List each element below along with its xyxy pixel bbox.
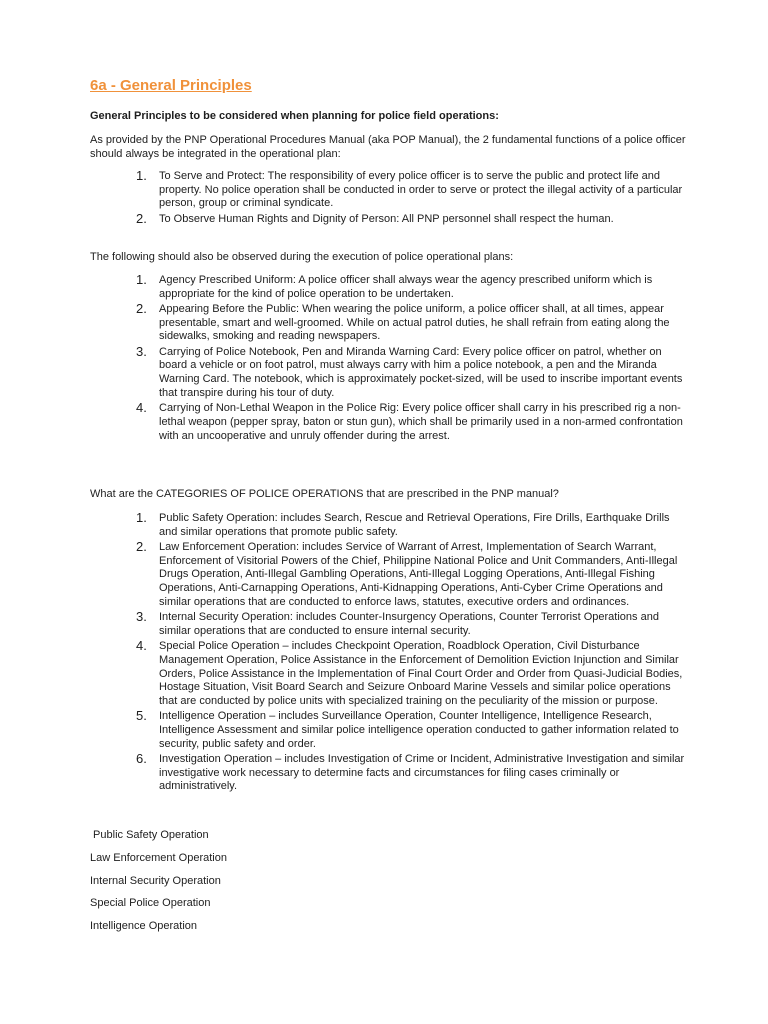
categories-list <box>90 512 690 796</box>
page-title: 6a - General Principles <box>90 77 252 94</box>
list-item: 3. Carrying of Police Notebook, Pen and Miranda Warning Card: Every police officer on patrol, whether on board a vehicle or on foot patrol, must always carry with him a police notebook, a pen and the Miranda Warning Card. The notebook, which is approximately pocket-sized, will be used to inscribe important events that transpire during his tour of duty. <box>136 343 683 399</box>
list-item: 5. Intelligence Operation – includes Surveillance Operation, Counter Intelligence, Intelligence Research, Intelligence Assessment and similar police intelligence operation conducted to gather information related to security, public safety and order. <box>136 708 679 750</box>
functions-list <box>90 170 690 228</box>
list-item: 1. To Serve and Protect: The responsibility of every police officer is to serve the public and protect life and property. No police operation shall be conducted in order to serve or protect the illegal activity of a particular person, group or criminal syndicate. <box>136 168 683 210</box>
list-item: 2. Law Enforcement Operation: includes Service of Warrant of Arrest, Implementation of Search Warrant, Enforcement of Visitorial Powers of the Chief, Philippine National Police and Unit Commanders, Anti-Illegal Drugs Operation, Anti-Illegal Gambling Operations, Anti-Illegal Logging Operations, Anti-Illegal Fishing Operations, Anti-Carnapping Operations, Anti-Kidnapping Operations, Anti-Cyber Crime Operations and similar operations that are conducted to enforce laws, statutes, executive orders and ordinances. <box>136 539 678 608</box>
list-item: 4. Special Police Operation – includes Checkpoint Operation, Roadblock Operation, Civil Disturbance Management Operation, Police Assistance in the Enforcement of Demolition Eviction Injunction and Similar Orders, Police Assistance in the Implementation of Final Court Order and Order from Quasi-Judicial Bodies, Hostage Situation, Visit Board Search and Seizure Onboard Marine Vessels and similar police operations that are conducted by police units with specialized training on the peculiarity of the mission or purpose. <box>136 638 683 707</box>
short-list-item: Intelligence Operation <box>90 920 198 932</box>
section-subheading: General Principles to be considered when planning for police field operations: <box>90 110 499 122</box>
observed-intro-paragraph: The following should also be observed during the execution of police operational plans: <box>90 251 514 263</box>
list-item: 6. Investigation Operation – includes Investigation of Crime or Incident, Administrative Investigation and similar investigative work necessary to determine facts and circumstances for filing cases criminally or administratively. <box>136 750 685 793</box>
list-item: 2. To Observe Human Rights and Dignity of Person: All PNP personnel shall respect the human. <box>136 210 614 226</box>
list-item: 2. Appearing Before the Public: When wearing the police uniform, a police officer shall, at all times, appear presentable, smart and well-groomed. While on actual patrol duties, he shall refrain from eating along the sidewalks, smoking and reading newspapers. <box>136 301 670 343</box>
intro-paragraph: As provided by the PNP Operational Procedures Manual (aka POP Manual), the 2 fundamental functions of a police officer should always be integrated in the operational plan: <box>90 134 686 160</box>
short-list-item: Special Police Operation <box>90 897 211 909</box>
list-item: 1. Public Safety Operation: includes Search, Rescue and Retrieval Operations, Fire Drills, Earthquake Drills and similar operations that promote public safety. <box>136 510 670 538</box>
short-list-item: Internal Security Operation <box>90 875 221 887</box>
observed-list <box>90 274 690 445</box>
list-item: 3. Internal Security Operation: includes Counter-Insurgency Operations, Counter Terrorist Operations and similar operations that are conducted to ensure internal security. <box>136 609 659 637</box>
list-item: 1. Agency Prescribed Uniform: A police officer shall always wear the agency prescribed uniform which is appropriate for the kind of police operation to be undertaken. <box>136 272 653 300</box>
categories-question: What are the CATEGORIES OF POLICE OPERATIONS that are prescribed in the PNP manual? <box>90 488 559 500</box>
list-item: 4. Carrying of Non-Lethal Weapon in the Police Rig: Every police officer shall carry in his prescribed rig a non-lethal weapon (pepper spray, baton or stun gun), which shall be primarily used in a non-armed confrontation with an uncooperative and unruly offender during the arrest. <box>136 400 683 442</box>
short-list-item: Law Enforcement Operation <box>90 852 227 864</box>
short-list-item: Public Safety Operation <box>90 829 209 841</box>
